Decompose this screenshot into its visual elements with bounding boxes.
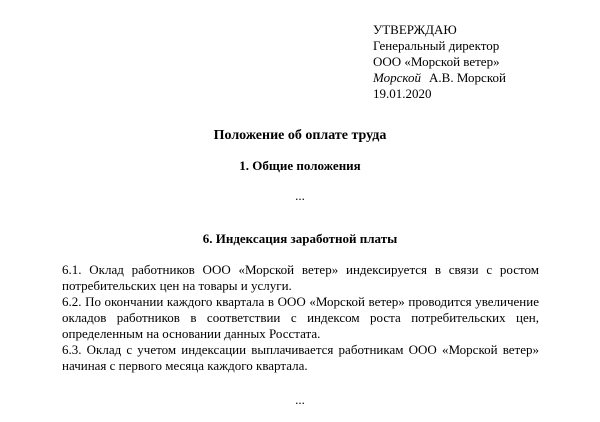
paragraph-6-1: 6.1. Оклад работников ООО «Морской ветер» индексируется в связи с ростом потребительских цен на товары и услуги. [62, 262, 539, 293]
document-title: Положение об оплате труда [213, 128, 387, 143]
handwritten-signature: Морской [373, 70, 422, 85]
ellipsis-2: ... [295, 392, 305, 407]
paragraph-6-2: 6.2. По окончании каждого квартала в ООО «Морской ветер» проводится увеличение окладов работников в соответствии с индексом роста потребительских цен, определенным на основании данных Росстата. [62, 294, 539, 341]
approval-position: Генеральный директор [373, 38, 500, 53]
approval-title: УТВЕРЖДАЮ [373, 22, 457, 37]
approval-date: 19.01.2020 [373, 86, 432, 101]
paragraph-6-3: 6.3. Оклад с учетом индексации выплачивается работникам ООО «Морской ветер» начиная с первого месяца каждого квартала. [62, 342, 539, 373]
approval-block [373, 22, 593, 102]
section-6-heading: 6. Индексация заработной платы [202, 231, 398, 246]
approval-signature-line [373, 70, 593, 86]
section-1-heading: 1. Общие положения [239, 158, 361, 173]
approval-name: А.В. Морской [429, 70, 506, 85]
ellipsis-1: ... [295, 188, 305, 203]
section-6-body [62, 262, 539, 374]
approval-company: ООО «Морской ветер» [373, 54, 500, 69]
